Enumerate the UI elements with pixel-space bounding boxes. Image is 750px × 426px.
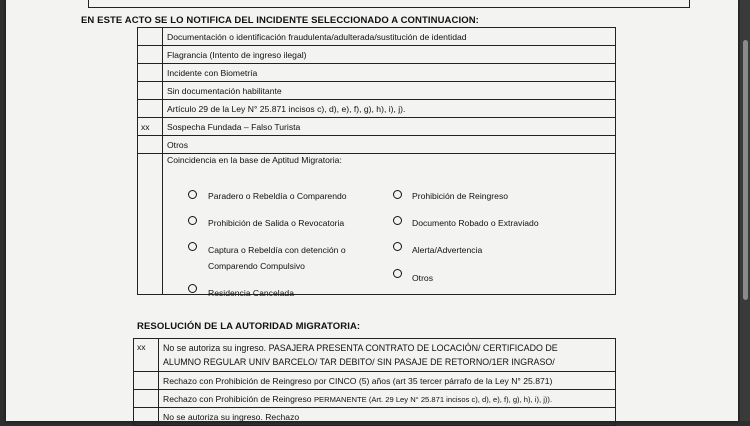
row-mark[interactable]: xx [138, 118, 163, 136]
option-label: Prohibición de Salida o Revocatoria [208, 218, 345, 228]
coincidencia-title: Coincidencia en la base de Aptitud Migratoria: [167, 155, 342, 165]
radio-prohibicion-reingreso[interactable] [393, 190, 402, 199]
table-row [134, 372, 616, 390]
option-label: Captura o Rebeldía con detención o [208, 245, 346, 255]
row-label: Rechazo con Prohibición de Reingreso por CINCO (5) años (art 35 tercer párrafo de la Ley N° 25.871) [159, 372, 616, 390]
table-row [138, 64, 616, 82]
option-label: Residencia Cancelada [208, 288, 294, 298]
table-row [138, 136, 616, 154]
row-label-part: (Art. 29 Ley N° 25.871 incisos c), d), e), f), g), h), i), j)). [366, 394, 553, 404]
resolution-line-1: No se autoriza su ingreso. PASAJERA PRESENTA CONTRATO DE LOCACIÓN/ CERTIFICADO DE [163, 343, 558, 353]
row-mark[interactable] [138, 136, 163, 154]
radio-documento-robado[interactable] [393, 216, 402, 225]
row-label: No se autoriza su ingreso. Rechazo [159, 408, 616, 426]
row-label: Sin documentación habilitante [163, 82, 616, 100]
radio-prohibicion-salida[interactable] [188, 216, 197, 225]
previous-table-bottom [88, 0, 690, 8]
row-mark[interactable] [134, 408, 159, 426]
row-label: Sospecha Fundada – Falso Turista [163, 118, 616, 136]
scrollbar-thumb[interactable] [743, 40, 748, 300]
resolution-heading: RESOLUCIÓN DE LA AUTORIDAD MIGRATORIA: [137, 321, 361, 332]
row-mark[interactable]: xx [134, 339, 159, 372]
row-label: Artículo 29 de la Ley N° 25.871 incisos c), d), e), f), g), h), i), j). [163, 100, 616, 118]
radio-otros[interactable] [393, 269, 402, 278]
row-label [159, 390, 616, 408]
scrollbar[interactable] [740, 0, 750, 421]
row-label [159, 339, 616, 372]
table-row [138, 82, 616, 100]
row-mark[interactable] [138, 154, 163, 295]
table-row [138, 118, 616, 136]
row-label: Incidente con Biometría [163, 64, 616, 82]
row-mark[interactable] [138, 28, 163, 46]
incident-heading: EN ESTE ACTO SE LO NOTIFICA DEL INCIDENTE SELECCIONADO A CONTINUACION: [81, 15, 479, 26]
resolution-table [133, 338, 616, 426]
row-label: Flagrancia (Intento de ingreso ilegal) [163, 46, 616, 64]
radio-paradero[interactable] [188, 190, 197, 199]
option-label: Alerta/Advertencia [412, 245, 483, 255]
table-row [134, 408, 616, 426]
row-label: Otros [163, 136, 616, 154]
table-row [134, 339, 616, 372]
row-mark[interactable] [138, 100, 163, 118]
table-row [134, 390, 616, 408]
radio-residencia-cancelada[interactable] [188, 284, 197, 293]
option-label-continued: Comparendo Compulsivo [208, 261, 305, 271]
row-mark[interactable] [138, 82, 163, 100]
option-label: Prohibición de Reingreso [412, 191, 509, 201]
row-mark[interactable] [134, 390, 159, 408]
resolution-line-2: ALUMNO REGULAR UNIV BARCELO/ TAR DEBITO/ SIN PASAJE DE RETORNO/1ER INGRASO/ [163, 357, 555, 367]
table-row [138, 28, 616, 46]
option-label: Otros [412, 273, 434, 283]
radio-alerta[interactable] [393, 242, 402, 251]
table-row [138, 100, 616, 118]
row-mark[interactable] [138, 64, 163, 82]
table-row [138, 46, 616, 64]
row-label: Documentación o identificación fraudulenta/adulterada/sustitución de identidad [163, 28, 616, 46]
radio-captura[interactable] [188, 242, 197, 251]
option-label: Documento Robado o Extraviado [412, 218, 539, 228]
row-mark[interactable] [134, 372, 159, 390]
option-label: Paradero o Rebeldía o Comparendo [208, 191, 347, 201]
row-label-part: Rechazo con Prohibición de Reingreso [163, 393, 314, 404]
row-label-emphasis: PERMANENTE [313, 394, 367, 404]
row-mark[interactable] [138, 46, 163, 64]
